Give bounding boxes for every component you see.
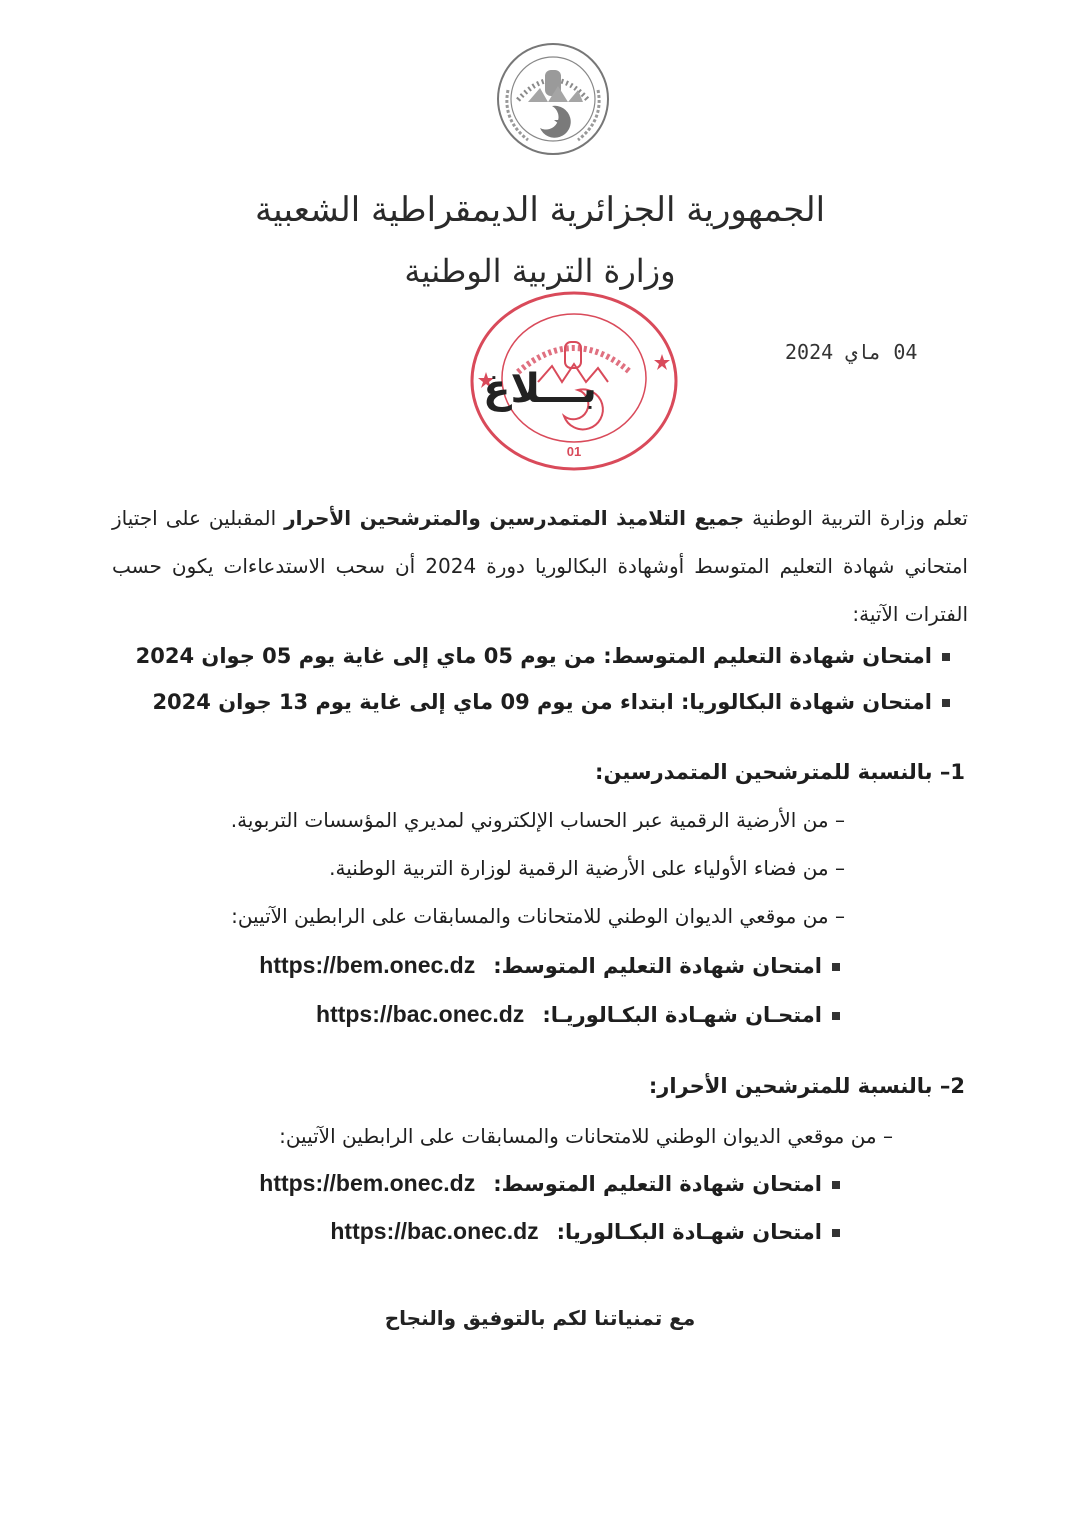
algeria-emblem-icon (488, 40, 618, 158)
intro-bold: جميع التلاميذ المتمدرسين والمترشحين الأحرار (284, 506, 745, 530)
link-row-bem (259, 952, 840, 979)
period-item-bac (152, 690, 950, 714)
period-text: امتحان شهادة التعليم المتوسط: من يوم 05 ماي إلى غاية يوم 05 جوان 2024 (135, 644, 932, 668)
document-title: بـــلاغ (483, 366, 597, 412)
link-label: امتحان شهادة التعليم المتوسط: (493, 954, 822, 978)
link-label: امتحان شهادة التعليم المتوسط: (493, 1172, 822, 1196)
ministry-heading: وزارة التربية الوطنية (404, 252, 676, 290)
section-heading-free: 2– بالنسبة للمترشحين الأحرار: (648, 1074, 965, 1098)
closing-wish: مع تمنياتنا لكم بالتوفيق والنجاح (384, 1306, 696, 1330)
link-label: امتحان شهـادة البكـالوريا: (556, 1220, 822, 1244)
link-row-bem (259, 1170, 840, 1197)
square-bullet-icon (832, 1012, 840, 1020)
intro-part1: تعلم وزارة التربية الوطنية (744, 506, 968, 530)
period-text: امتحان شهادة البكالوريا: ابتداء من يوم 09 ماي إلى غاية يوم 13 جوان 2024 (152, 690, 932, 714)
list-item: – من موقعي الديوان الوطني للامتحانات والمسابقات على الرابطين الآتيين: (231, 904, 845, 928)
bem-link[interactable]: https://bem.onec.dz (259, 952, 476, 978)
list-item: – من فضاء الأولياء على الأرضية الرقمية لوزارة التربية الوطنية. (329, 856, 845, 880)
republic-heading: الجمهورية الجزائرية الديمقراطية الشعبية (254, 190, 826, 230)
stamp-number: 01 (566, 444, 582, 459)
intro-part2: المقبلين على اجتياز امتحاني شهادة التعليم المتوسط أوشهادة البكالوريا دورة 2024 أن سحب الاستدعاءات يكون حسب الفترات الآتية: (112, 506, 968, 626)
square-bullet-icon (832, 1181, 840, 1189)
list-item: – من موقعي الديوان الوطني للامتحانات والمسابقات على الرابطين الآتيين: (279, 1124, 893, 1148)
period-item-bem (136, 644, 950, 668)
square-bullet-icon (832, 1229, 840, 1237)
square-bullet-icon (942, 653, 950, 661)
intro-paragraph (112, 494, 968, 638)
section-heading-enrolled: 1– بالنسبة للمترشحين المتمدرسين: (595, 760, 965, 784)
square-bullet-icon (942, 699, 950, 707)
bem-link[interactable]: https://bem.onec.dz (259, 1170, 476, 1196)
link-row-bac (330, 1218, 840, 1245)
link-label: امتحـان شهـادة البكـالوريـا: (542, 1003, 822, 1027)
list-item: – من الأرضية الرقمية عبر الحساب الإلكتروني لمديري المؤسسات التربوية. (230, 808, 845, 832)
document-date: 04 ماي 2024 (785, 340, 918, 364)
link-row-bac (316, 1001, 840, 1028)
bac-link[interactable]: https://bac.onec.dz (316, 1001, 525, 1027)
square-bullet-icon (832, 963, 840, 971)
bac-link[interactable]: https://bac.onec.dz (330, 1218, 539, 1244)
